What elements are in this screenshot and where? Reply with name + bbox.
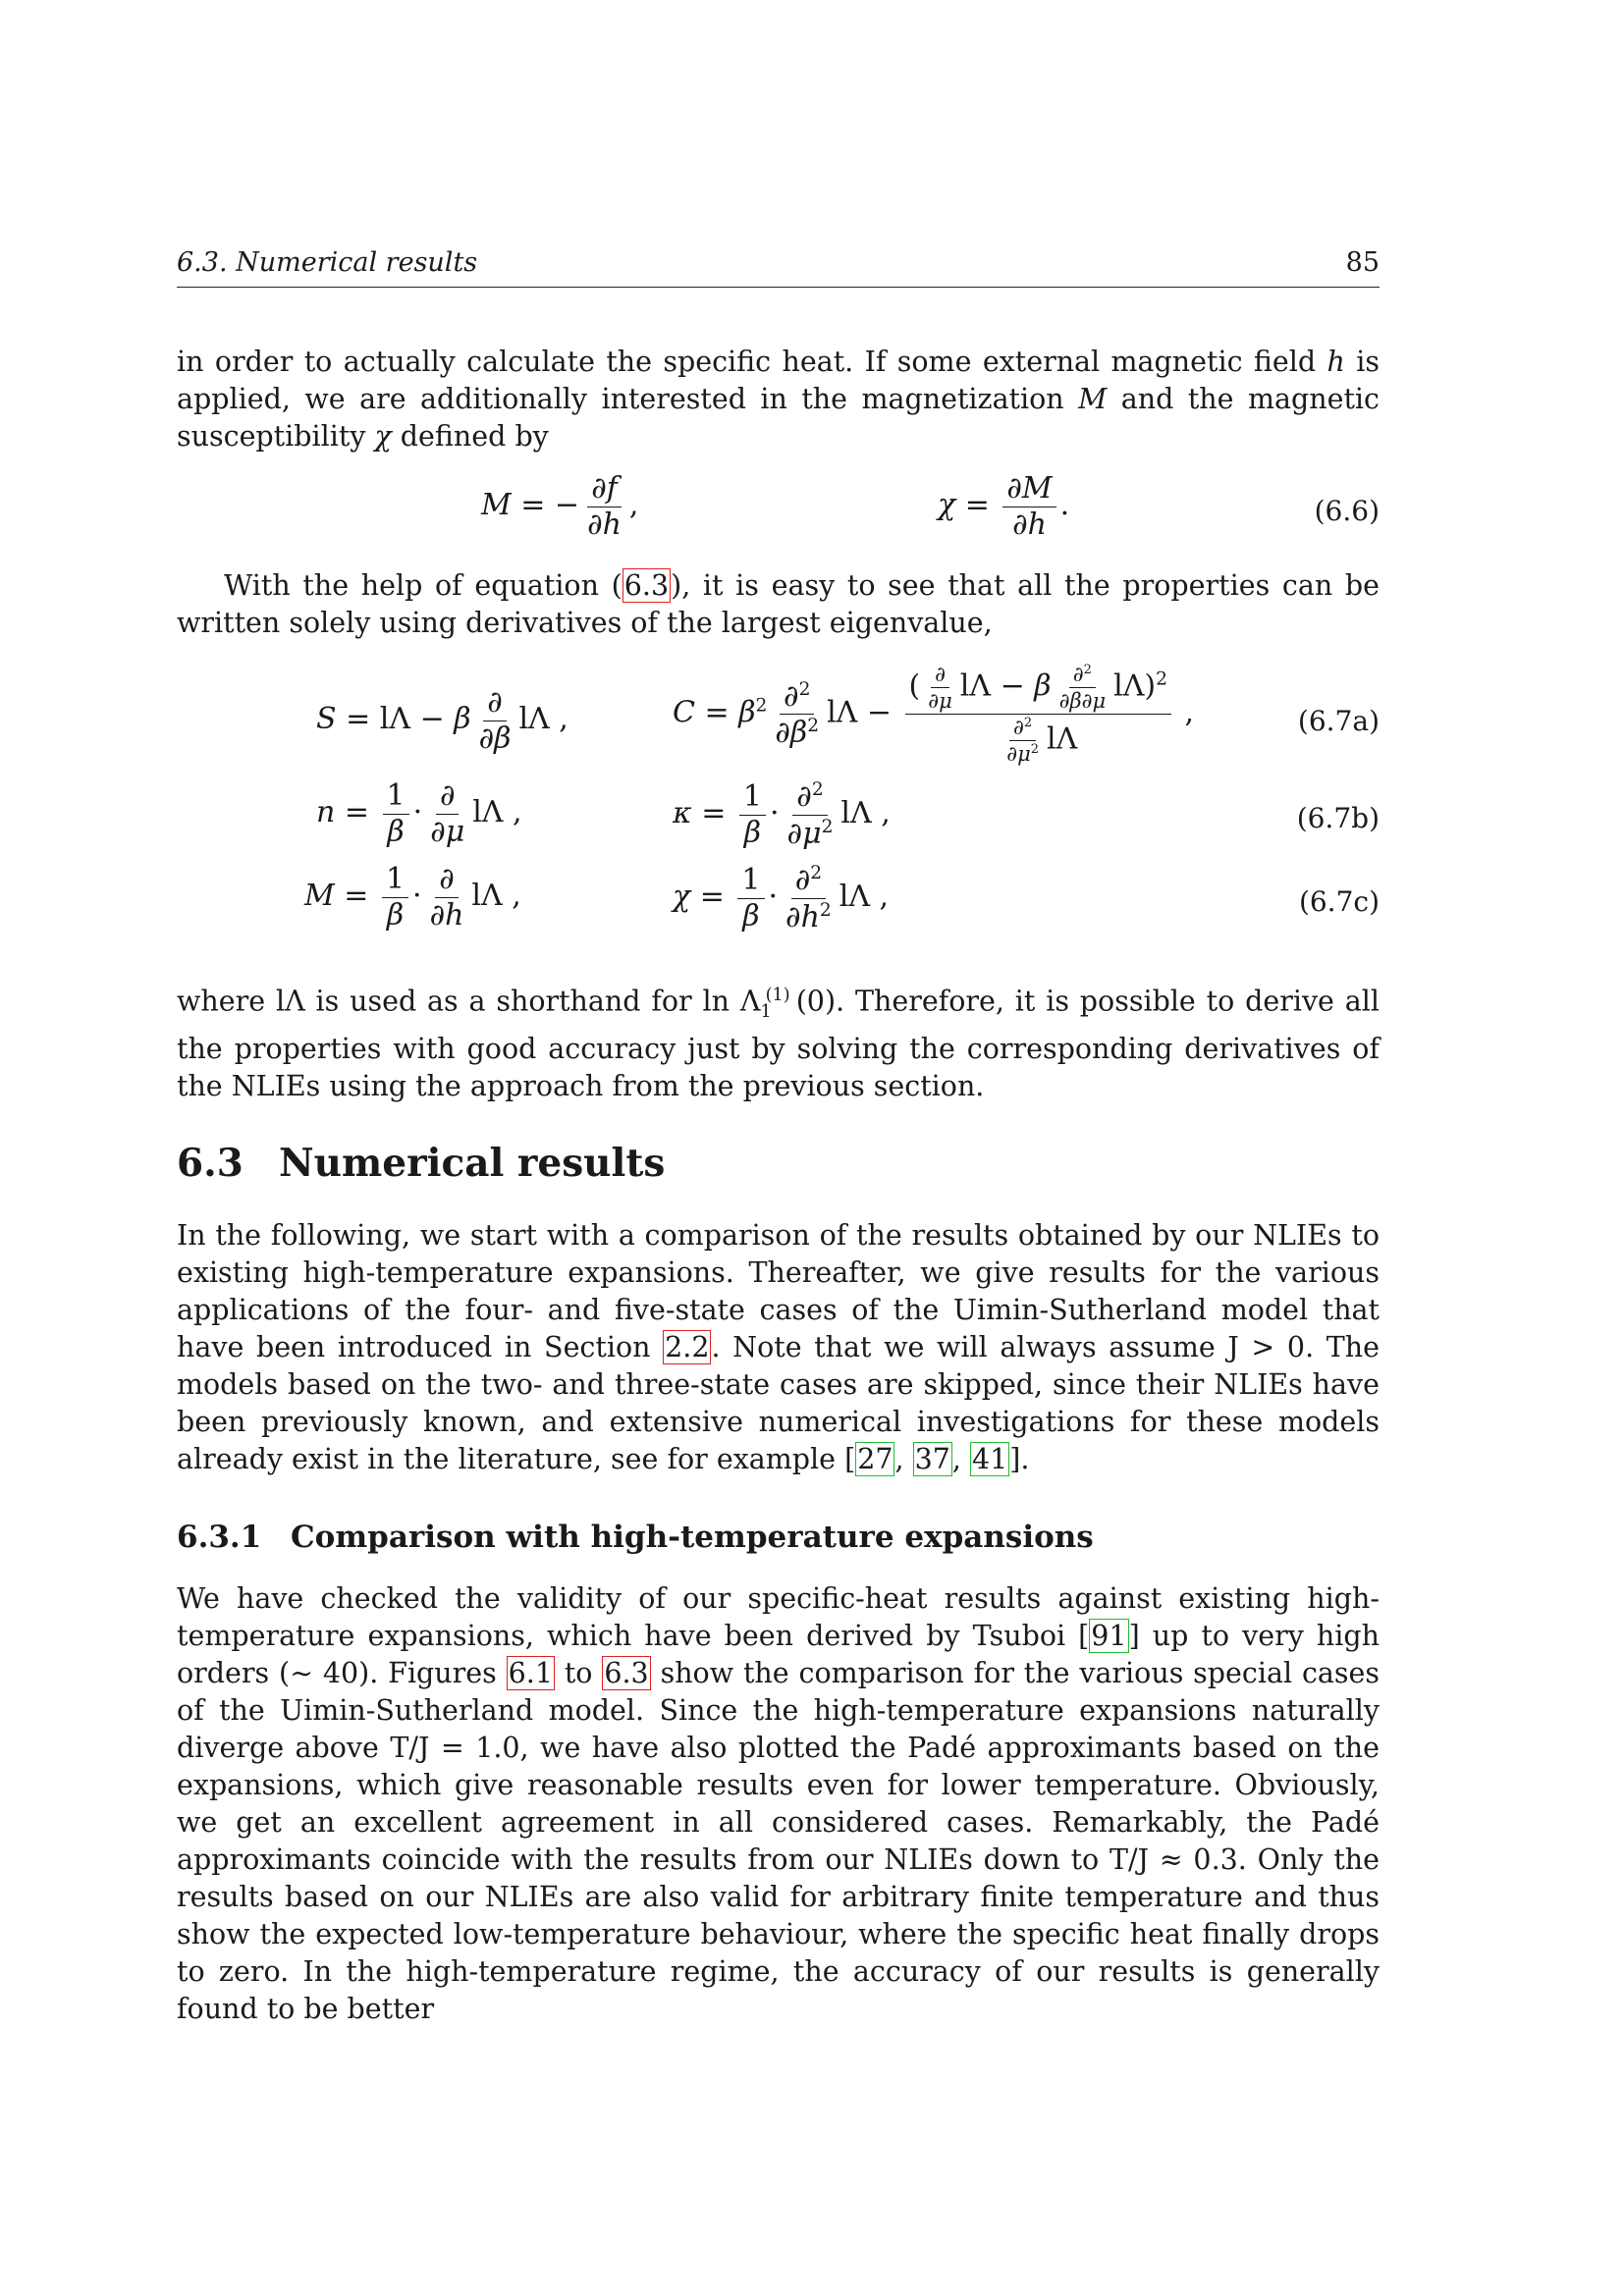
text: and the magnetic susceptibility [177,383,1380,453]
section-number: 6.3 [177,1141,244,1186]
subsection-title: Comparison with high-temperature expansions [291,1520,1094,1555]
citation-link[interactable]: 37 [914,1443,950,1475]
symbol-h: h [1326,346,1345,378]
equation-number: (6.6) [1314,495,1380,527]
subsection-number: 6.3.1 [177,1520,262,1555]
eq-compressibility: κ = $\frac{1}{\beta}$ · $\frac{\partial^2}{\partial\mu^2}$ lΛ , [673,779,891,851]
equation-6-6 [177,473,1380,552]
equation-6-7c [177,864,1380,942]
equation-6-7a [177,664,1380,772]
paragraph-overview: In the following, we start with a comparison of the results obtained by our NLIEs to existing high-temperature expansions. Thereafter, we give results for the various applications of the four- and five-state cases of the Uimin-Sutherland model that have been introduced in Section 2.2. Note that we will always assume J > 0. The models based on the two- and three-state cases are skipped, since their NLIEs have been previously known, and extensive numerical investigations for these models already exist in the literature, see for example [27, 37, 41]. [177,1219,1380,1475]
text: ]. [1009,1443,1030,1475]
header-section: 6.3. Numerical results [177,247,478,278]
text: defined by [400,420,549,453]
paragraph-properties [177,567,1380,642]
eq-susceptibility: χ = $\frac{\partial M}{\partial h}$ . [938,471,1070,542]
equation-ref-link[interactable]: 6.3 [623,569,670,602]
text: is applied, we are additionally interested in the magnetization [177,346,1380,415]
text: to [564,1657,593,1689]
paragraph-comparison [177,1580,1380,2028]
text: show the comparison for the various special cases of the Uimin-Sutherland model. Since the high-temperature expansions naturally diverge above T/J = 1.0, we have also plotted the Padé approximants based on the expansions, which give reasonable results even for lower temperature. Obviously, we get an excellent agreement in all considered cases. Remarkably, the Padé approximants coincide with the results from our NLIEs down to T/J ≈ 0.3. Only the results based on our NLIEs are also valid for arbitrary finite temperature and thus show the expected low-temperature behaviour, where the specific heat finally drops to zero. In the high-temperature regime, the accuracy of our results is generally found to be better [177,1657,1380,2025]
eq-magnetization: M = − $\frac{\partial f}{\partial h}$ , [481,471,639,542]
section-title: Numerical results [279,1141,666,1186]
page-number: 85 [1345,247,1380,278]
text: With the help of equation ( [224,569,623,602]
eq-density: n = $\frac{1}{\beta}$ · $\frac{\partial}{\partial\mu}$ lΛ , [316,778,522,849]
eq-entropy: S = lΛ − β $\frac{\partial}{\partial\beta}$ lΛ , [316,685,568,756]
eq-magnetization-derivative: M = $\frac{1}{\beta}$ · $\frac{\partial}{\partial h}$ lΛ , [304,862,521,933]
subsection-heading [177,1520,1094,1555]
paragraph-intro [177,344,1380,455]
equation-number: (6.7c) [1298,885,1380,918]
citation-link[interactable]: 41 [971,1443,1008,1475]
symbol-chi: χ [374,420,392,453]
section-heading [177,1141,665,1186]
text: ), it is easy to see that all the properties can be written solely using derivatives of the largest eigenvalue, [177,569,1380,639]
figure-ref-link[interactable]: 6.1 [508,1657,553,1689]
citation-link[interactable]: 27 [857,1443,893,1475]
text: We have checked the validity of our specific-heat results against existing high-temperature expansions, which have been derived by Tsuboi [ [177,1582,1380,1652]
section-ref-link[interactable]: 2.2 [665,1331,710,1363]
page [177,0,1380,2296]
text: . Note that we will always assume J > 0. The models based on the two- and three-state cases are skipped, since their NLIEs have been previously known, and extensive numerical investigations for these models already exist in the literature, see for example [ [177,1331,1380,1475]
figure-ref-link[interactable]: 6.3 [604,1657,649,1689]
eq-specific-heat: $C = \beta^2$ $\frac{\partial^2}{\partial\beta^2}$ lΛ − ( $\frac{\partial}{\partial\mu}$ lΛ − β $\frac{\partial^2}{\partial\beta\partial\mu}$ lΛ)$^2$ $\frac{\partial^2}{\partial\mu^2}$ lΛ , [673,663,1194,767]
eq-susceptibility-derivative: χ = $\frac{1}{\beta}$ · $\frac{\partial^2}{\partial h^2}$ lΛ , [673,863,890,934]
text: (0). Therefore, it is possible to derive all the properties with good accuracy just by solving the corresponding derivatives of the NLIEs using the approach from the previous section. [177,985,1380,1103]
paragraph-shorthand: where lΛ is used as a shorthand for $\ln \Lambda_1^{(1)}$ (0). Therefore, it is possible to derive all the properties with good accuracy just by solving the corresponding derivatives of the NLIEs using the approach from the previous section. [177,985,1380,1103]
equation-number: (6.7a) [1297,705,1380,737]
equation-6-7b [177,780,1380,859]
citation-link[interactable]: 91 [1091,1620,1127,1652]
running-header [177,247,1380,288]
equation-number: (6.7b) [1296,802,1380,834]
text: where lΛ is used as a shorthand for ln Λ [177,985,761,1018]
symbol-M: M [1078,383,1108,415]
text: ] up to very high orders (∼ 40). Figures [177,1620,1380,1689]
text: In the following, we start with a comparison of the results obtained by our NLIEs to existing high-temperature expansions. Thereafter, we give results for the various applications of the four- and five-state cases of the Uimin-Sutherland model that have been introduced in Section [177,1219,1380,1363]
text: in order to actually calculate the specific heat. If some external magnetic field [177,346,1317,378]
